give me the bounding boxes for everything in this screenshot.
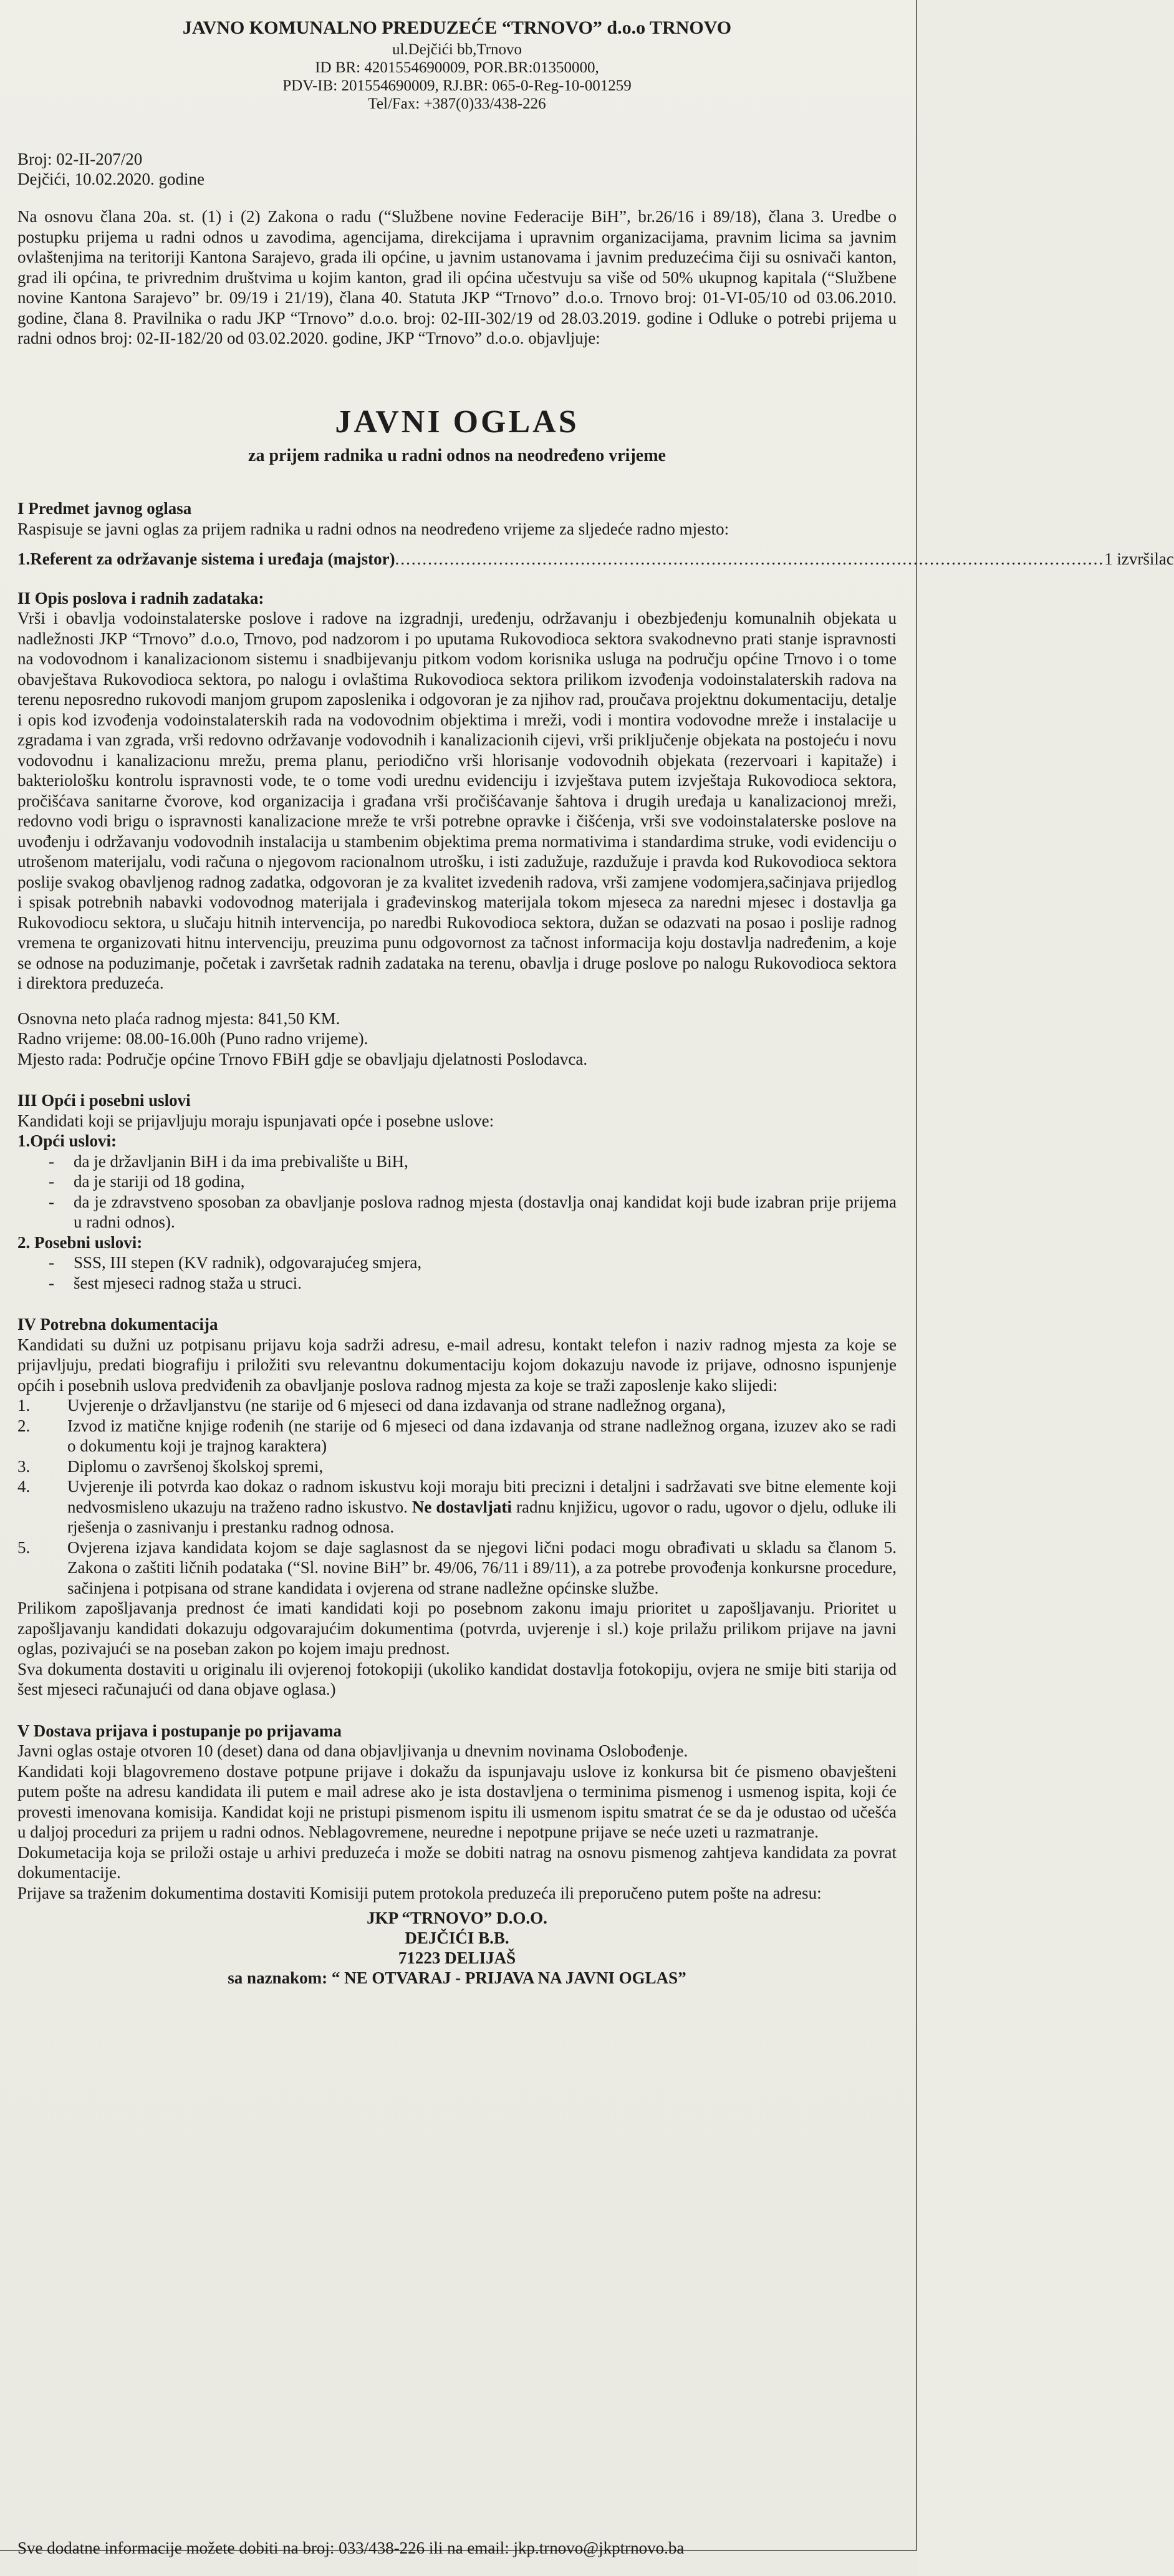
list-item — [17, 1537, 897, 1599]
item-number: 1. — [17, 1396, 31, 1415]
item-number: 4. — [17, 1477, 31, 1496]
position-name: Referent za održavanje sistema i uređaja (majstor) — [30, 550, 395, 568]
deadline-paragraph: Javni oglas ostaje otvoren 10 (deset) dana od dana objavljivanja u dnevnim novinama Oslobođenje. — [17, 1741, 688, 1760]
list-item — [17, 1395, 897, 1416]
company-address: ul.Dejčići bb,Trnovo — [392, 41, 522, 58]
list-item: - šest mjeseci radnog staža u struci. — [49, 1273, 897, 1294]
section-subject — [17, 498, 1174, 569]
item-text: Uvjerenje o državljanstvu (ne starije od 6 mjeseci od dana izdavanja od strane nadležnog organa), — [67, 1396, 726, 1415]
list-item — [17, 1416, 897, 1456]
reference-block — [17, 149, 897, 189]
list-item — [17, 1456, 897, 1477]
originals-paragraph: Sva dokumenta dostaviti u originalu ili ovjerenoj fotokopiji (ukoliko kandidat dostavlja fotokopiju, ovjera ne smije biti starija od šest mjeseci računajući od dana objave oglasa.) — [17, 1659, 897, 1698]
item-text-part: radnu knjižicu, ugovor o radu, ugovor o djelu, odluke ili rješenja o zasnivanju i prestanku radnog odnosa. — [67, 1497, 897, 1536]
position-leader-dots: .................................................................................................................................. — [395, 550, 1105, 568]
section-heading: III Opći i posebni uslovi — [17, 1091, 191, 1110]
item-number: 3. — [17, 1456, 31, 1476]
title-block — [17, 404, 897, 467]
special-conditions-list — [17, 1252, 897, 1293]
section-text: Kandidati su dužni uz potpisanu prijavu koja sadrži adresu, e-mail adresu, kontakt telefon i naziv radnog mjesta za koje se prijavljuju, predati biografiju i priložiti svu relevantnu dokumentaciju kojom dokazuju navode iz prijave, odnosno ispunjenje općih i posebnih uslova predviđenih za obavljanje poslova radnog mjesta za koje se traži zaposlenje kako slijedi: — [17, 1335, 897, 1395]
salary-line: Osnovna neto plaća radnog mjesta: 841,50 KM. — [17, 1009, 340, 1028]
list-item: - SSS, III stepen (KV radnik), odgovarajućeg smjera, — [49, 1252, 897, 1273]
procedure-paragraph: Kandidati koji blagovremeno dostave potpune prijave i dokažu da ispunjavaju uslove iz konkursa bit će pismeno obavješteni putem pošte na adresu kandidata ili putem e mail adrese ako je ista dostavljena o terminima pismenog i usmenog ispita, koji će provesti imenovana komisija. Kandidat koji ne pristupi pismenom ispitu ili usmenom ispitu smatrat će se da je odustao od učešća u daljoj proceduri za prijem u radni odnos. Neblagovremene, neuredne i nepotpune prijave se neće uzeti u razmatranje. — [17, 1761, 897, 1841]
item-number: 5. — [17, 1537, 31, 1557]
priority-paragraph: Prilikom zapošljavanja prednost će imati kandidati koji po posebnom zakonu imaju prioritet u zapošljavanju. Prioritet u zapošljavanju kandidati dokazuju odgovarajućim dokumentima (potvrda, uvjerenje i sl.) koje prilažu prilikom prijave na javni oglas, pozivajući se na poseban zakon po kojem imaju prednost. — [17, 1599, 897, 1658]
section-text: Kandidati koji se prijavljuju moraju ispunjavati opće i posebne uslove: — [17, 1111, 494, 1130]
list-item — [17, 1476, 897, 1537]
section-heading: II Opis poslova i radnih zadataka: — [17, 588, 264, 608]
address-line: DEJČIĆI B.B. — [405, 1929, 509, 1947]
company-name: JAVNO KOMUNALNO PREDUZEĆE “TRNOVO” d.o.o TRNOVO — [182, 17, 732, 38]
position-count: 1 izvršilac — [1104, 550, 1174, 568]
section-heading: IV Potrebna dokumentacija — [17, 1315, 218, 1334]
special-conditions-heading: 2. Posebni uslovi: — [17, 1232, 143, 1252]
reference-date: Dejčići, 10.02.2020. godine — [17, 170, 204, 188]
address-line: 71223 DELIJAŠ — [398, 1949, 516, 1967]
general-conditions-list — [17, 1151, 897, 1232]
item-text: Diplomu o završenoj školskoj spremi, — [67, 1456, 324, 1476]
general-conditions-heading: 1.Opći uslovi: — [17, 1131, 117, 1150]
reference-number: Broj: 02-II-207/20 — [17, 150, 143, 168]
document-subtitle: za prijem radnika u radni odnos na neodređeno vrijeme — [248, 445, 666, 465]
item-text — [67, 1476, 897, 1537]
submission-address — [17, 1908, 897, 1988]
item-text-part: Uvjerenje ili potvrda kao dokaz o radnom iskustvu koji moraju biti precizni i detaljni i sadržavati sve bitne elemente koji nedvosmisleno ukazuju na traženo radno iskustvo. — [67, 1477, 897, 1516]
contact-footer: Sve dodatne informacije možete dobiti na broj: 033/438-226 ili na email: jkp.trnovo@jkptrnovo.ba — [17, 2539, 685, 2557]
job-position-line — [17, 549, 1174, 569]
required-documents-list — [17, 1395, 897, 1598]
job-description-paragraph: Vrši i obavlja vodoinstalaterske poslove i radove na izgradnji, uređenju, održavanju i obezbjeđenju komunalnih objekata u nadležnosti JKP “Trnovo” d.o.o, Trnovo, pod nadzorom i po uputama Rukovodioca sektora svakodnevno prati stanje ispravnosti na vodovodnom i kanalizacionom sistemu i snadbijevanju pitkom vodom korisnika usluga na području općine Trnovo i o tome obavještava Rukovodioca sektora, po nalogu i ovlaštima Rukovodioca sektora prilikom izvođenja vodoinstalaterskih radova na terenu neposredno rukovodi manjom grupom zaposlenika i odgovoran je za njihov rad, proučava projektnu dokumentaciju, detalje i opis kod izvođenja vodoinstalaterskih rada na vodovodnim objektima i mreži, vodi i montira vodovodne mreže i instalacije u zgradama i van zgrada, vrši redovno održavanje vodovodnih i kanalizacionih cijevi, vrši priključenje objekata na postojeću i novu vodovodnu i kanalizacionu mrežu, prema planu, periodično vrši hlorisanje vodovodnih objekata (rezervoari i kapitaže) i bakteriološku kontrolu ispravnosti vode, te o tome vodi urednu evidenciju i izvještava putem izvještaja Rukovodioca sektora, pročišćava sanitarne čvorove, kod organizacija i građana vrši pročišćavanje šahtova i drugih uređaja u kanalizacionoj mreži, redovno vodi brigu o ispravnosti kanalizacione mreže te vrši potrebne opravke i čišćenja, vrši sve vodoinstalaterske poslove na uvođenju i održavanju vodovodnih instalacija u stambenim objektima prema normativima i standardima struke, vodi evidenciju o utrošenom materijalu, vodi računa o njegovom racionalnom utrošku, i isti zadužuje, razdužuje i pravda kod Rukovodioca sektora poslije svakog obavljenog radnog zadatka, odgovoran je za kvalitet izvedenih radova, vrši zamjene vodomjera,sačinjava prijedlog i spisak potrebnih nabavki vodovodnog materijala i građevinskog materijala tokom mjeseca za naredni mjesec i dostavlja ga Rukovodiocu sektora, u slučaju hitnih intervencija, po naredbi Rukovodioca sektora, dužan se odazvati na posao i poslije radnog vremena te organizovati hitnu intervenciju, preuzima punu odgovornost za tačnost informacija koju dostavlja nadređenim, a koje se odnose na poduzimanje, početak i završetak radnih zadataka na terenu, obavlja i druge poslove po nalogu Rukovodioca sektora i direktora preduzeća. — [17, 609, 897, 992]
list-item: - da je stariji od 18 godina, — [49, 1171, 897, 1192]
company-ids: ID BR: 4201554690009, POR.BR:01350000, — [315, 59, 599, 76]
address-note: sa naznakom: “ NE OTVARAJ - PRIJAVA NA JAVNI OGLAS” — [228, 1968, 686, 1987]
section-heading: V Dostava prijava i postupanje po prijavama — [17, 1721, 342, 1740]
item-text: Ovjerena izjava kandidata kojom se daje saglasnost da se njegovi lični podaci mogu obrađivati u skladu sa članom 5. Zakona o zaštiti ličnih podataka (“Sl. novine BiH” br. 49/06, 76/11 i 89/11), a za potrebe provođenja konkursne procedure, sačinjena i potpisana od strane kandidata i ovjerena od strane nadležne općinske službe. — [67, 1537, 897, 1597]
list-item: - da je zdravstveno sposoban za obavljanje poslova radnog mjesta (dostavlja onaj kandidat koji bude izabran prije prijema u radni odnos). — [49, 1192, 897, 1232]
working-hours-line: Radno vrijeme: 08.00-16.00h (Puno radno vrijeme). — [17, 1029, 368, 1048]
position-number: 1. — [17, 550, 31, 568]
letterhead — [17, 19, 897, 113]
submission-paragraph: Prijave sa traženim dokumentima dostaviti Komisiji putem protokola preduzeća ili preporučeno putem pošte na adresu: — [17, 1883, 822, 1902]
work-place-line: Mjesto rada: Područje općine Trnovo FBiH gdje se obavljaju djelatnosti Poslodavca. — [17, 1049, 588, 1068]
address-line: JKP “TRNOVO” D.O.O. — [367, 1909, 547, 1927]
item-text: Izvod iz matične knjige rođenih (ne starije od 6 mjeseci od dana izdavanja od strane nadležnog organa, izuzev ako se radi o dokumentu koji je trajnog karaktera) — [67, 1416, 897, 1455]
archive-paragraph: Dokumetacija koja se priloži ostaje u arhivi preduzeća i može se dobiti natrag na osnovu pismenog zahtjeva kandidata za povrat dokumentacije. — [17, 1842, 897, 1882]
item-text-emphasis: Ne dostavljati — [411, 1497, 512, 1516]
document-content — [17, 17, 1174, 1988]
company-pdv: PDV-IB: 201554690009, RJ.BR: 065-0-Reg-10-001259 — [282, 77, 632, 94]
section-heading: I Predmet javnog oglasa — [17, 499, 192, 518]
legal-basis-paragraph: Na osnovu člana 20a. st. (1) i (2) Zakona o radu (“Službene novine Federacije BiH”, br.26/16 i 89/18), člana 3. Uredbe o postupku prijema u radni odnos u zavodima, agencijama, direkcijama i upravnim organizacijama, pravnim licima sa javnim ovlaštenjima na teritoriji Kantona Sarajevo, grada ili općine, u javnim ustanovama i javnim preduzećima čiji su osnivači kanton, grad ili općina, te privrednim društvima u kojim kanton, grad ili općina učestvuju sa više od 50% ukupnog kapitala (“Službene novine Kantona Sarajevo” br. 09/19 i 21/19), člana 40. Statuta JKP “Trnovo” d.o.o. Trnovo broj: 01-VI-05/10 od 03.06.2010. godine, člana 8. Pravilnika o radu JKP “Trnovo” d.o.o. broj: 02-III-302/19 od 28.03.2019. godine i Odluke o potrebi prijema u radni odnos broj: 02-II-182/20 od 03.02.2020. godine, JKP “Trnovo” d.o.o. objavljuje: — [17, 207, 897, 347]
list-item: - da je državljanin BiH i da ima prebivalište u BiH, — [49, 1151, 897, 1172]
company-phone: Tel/Fax: +387(0)33/438-226 — [368, 95, 546, 112]
section-text: Raspisuje se javni oglas za prijem radnika u radni odnos na neodređeno vrijeme za sljedeće radno mjesto: — [17, 519, 729, 538]
document-title: JAVNI OGLAS — [335, 404, 579, 440]
item-number: 2. — [17, 1416, 31, 1435]
